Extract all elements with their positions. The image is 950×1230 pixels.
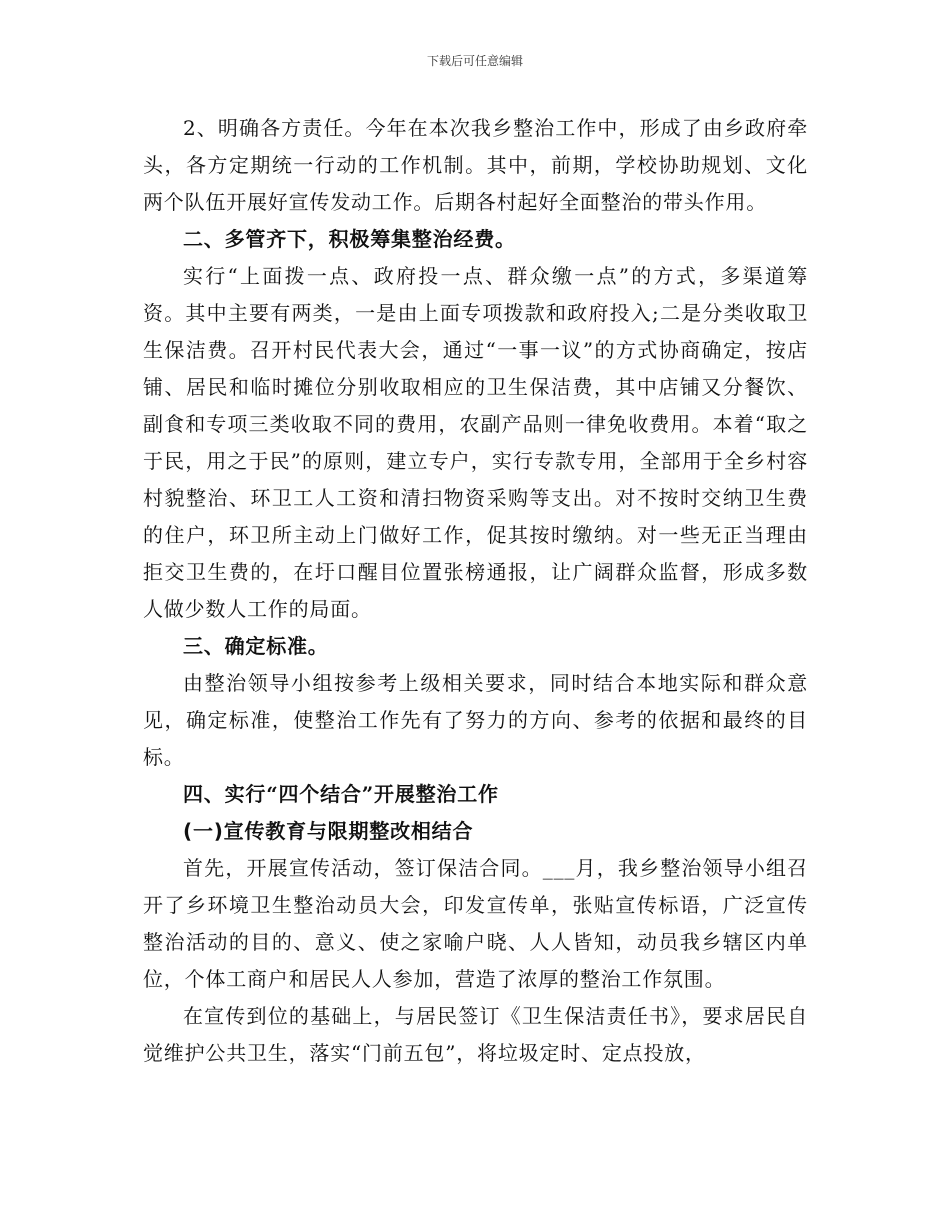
section-heading-standards: 三、确定标准。: [183, 634, 329, 658]
section-heading-four-combinations: 四、实行“四个结合”开展整治工作: [183, 782, 499, 806]
paragraph-standards: 由整治领导小组按参考上级相关要求，同时结合本地实际和群众意见，确定标准，使整治工作先有了努力的方向、参考的依据和最终的目标。: [143, 671, 808, 769]
document-body: [143, 110, 808, 1072]
paragraph-contract: 在宣传到位的基础上，与居民签订《卫生保洁责任书》，要求居民自觉维护公共卫生，落实“门前五包”，将垃圾定时、定点投放，: [143, 1004, 808, 1065]
page-header: 下载后可任意编辑: [426, 54, 523, 68]
paragraph-funding: 实行“上面拨一点、政府投一点、群众缴一点”的方式，多渠道筹资。其中主要有两类，一是由上面专项拨款和政府投入;二是分类收取卫生保洁费。召开村民代表大会，通过“一事一议”的方式协商确定，按店铺、居民和临时摊位分别收取相应的卫生保洁费，其中店铺又分餐饮、副食和专项三类收取不同的费用，农副产品则一律免收费用。本着“取之于民，用之于民”的原则，建立专户，实行专款专用，全部用于全乡村容村貌整治、环卫工人工资和清扫物资采购等支出。对不按时交纳卫生费的住户，环卫所主动上门做好工作，促其按时缴纳。对一些无正当理由拒交卫生费的，在圩口醒目位置张榜通报，让广阔群众监督，形成多数人做少数人工作的局面。: [143, 264, 808, 621]
paragraph-publicity: 首先，开展宣传活动，签订保洁合同。___月，我乡整治领导小组召开了乡环境卫生整治动员大会，印发宣传单，张贴宣传标语，广泛宣传整治活动的目的、意义、使之家喻户晓、人人皆知，动员我乡辖区内单位，个体工商户和居民人人参加，营造了浓厚的整治工作氛围。: [143, 856, 808, 991]
subsection-heading-publicity: (一)宣传教育与限期整改相结合: [183, 819, 474, 843]
paragraph-responsibility: 2、明确各方责任。今年在本次我乡整治工作中，形成了由乡政府牵头，各方定期统一行动的工作机制。其中，前期，学校协助规划、文化两个队伍开展好宣传发动工作。后期各村起好全面整治的带头作用。: [143, 116, 808, 214]
section-heading-funding: 二、多管齐下，积极筹集整治经费。: [183, 227, 516, 251]
